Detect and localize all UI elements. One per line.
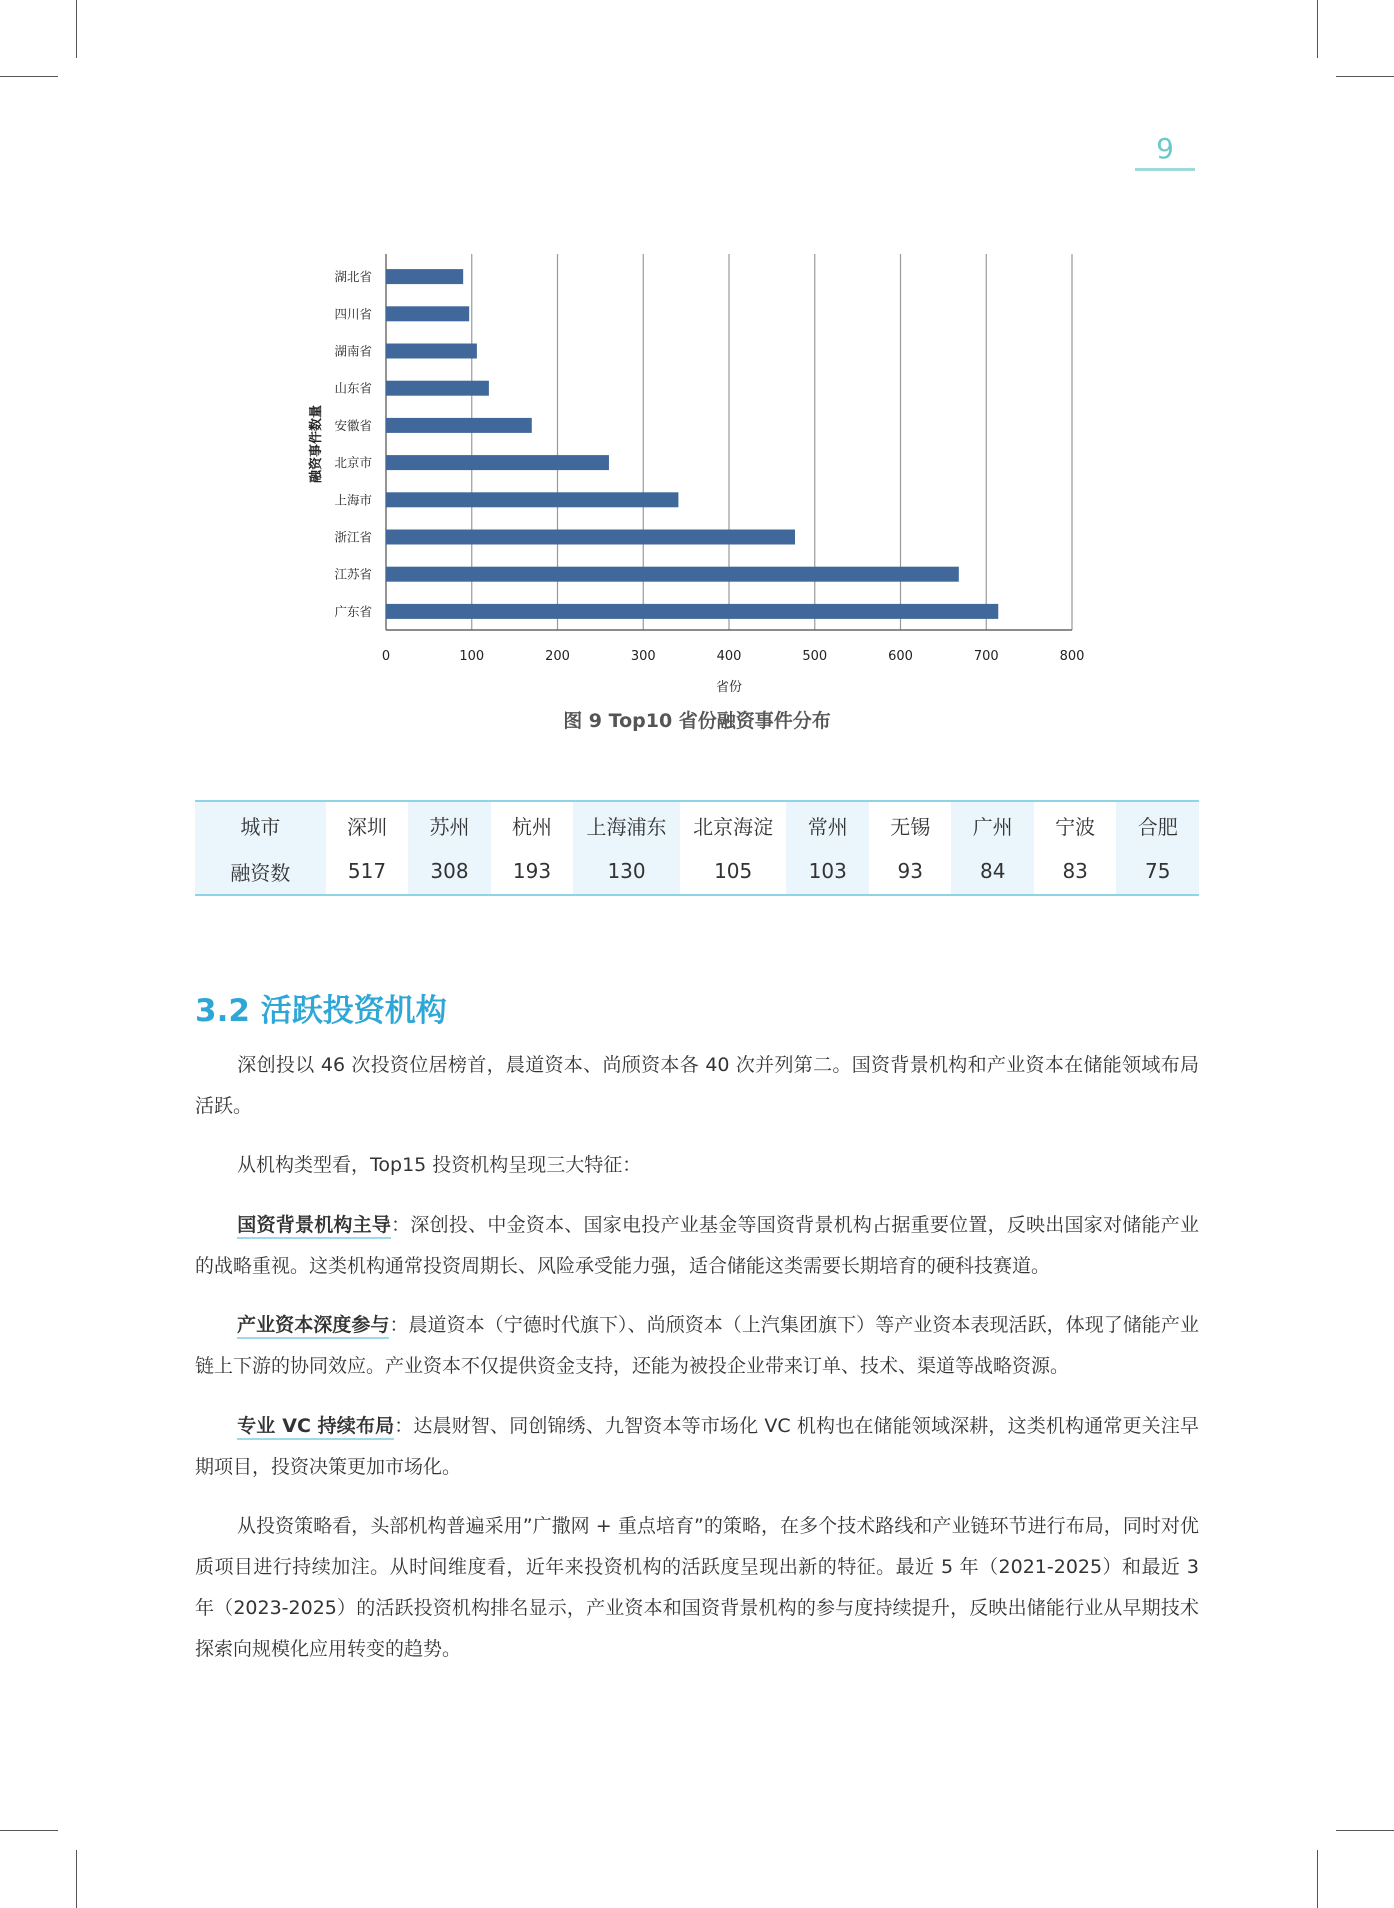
table-cell-value: 105 xyxy=(680,848,787,895)
y-tick-label: 江苏省 xyxy=(334,566,372,582)
paragraph-text: ：晨道资本（宁德时代旗下）、尚颀资本（上汽集团旗下）等产业资本表现活跃，体现了储能产业链上下游的协同效应。产业资本不仅提供资金支持，还能为被投企业带来订单、技术、渠道等战略资源。 xyxy=(195,1314,1199,1377)
table-cell-value: 75 xyxy=(1116,848,1199,895)
x-tick-label: 500 xyxy=(802,649,828,664)
section-title: 3.2 活跃投资机构 xyxy=(195,993,447,1029)
table-row xyxy=(195,801,1199,848)
y-tick-label: 山东省 xyxy=(334,380,372,396)
bar xyxy=(386,418,532,433)
bar xyxy=(386,455,609,470)
crop-mark xyxy=(1336,76,1394,77)
x-tick-label: 800 xyxy=(1059,649,1085,664)
table-cell-value: 308 xyxy=(408,848,490,895)
figure-caption: 图 9 Top10 省份融资事件分布 xyxy=(563,710,831,732)
x-tick-label: 300 xyxy=(630,649,656,664)
x-tick-label: 600 xyxy=(888,649,913,664)
table-cell-city: 深圳 xyxy=(326,801,408,848)
table-cell-value: 130 xyxy=(573,848,680,895)
table-cell-city: 广州 xyxy=(951,801,1033,848)
paragraph-keyword: 专业 VC 持续布局 xyxy=(237,1415,394,1440)
y-tick-label: 四川省 xyxy=(334,306,372,322)
paragraph xyxy=(195,1045,1199,1127)
table-cell-city: 宁波 xyxy=(1034,801,1116,848)
bar xyxy=(386,492,678,507)
crop-mark xyxy=(1317,1850,1318,1908)
table-cell-value: 83 xyxy=(1034,848,1116,895)
bar xyxy=(386,269,463,284)
crop-mark xyxy=(76,0,77,58)
city-financing-table xyxy=(195,800,1199,896)
bar xyxy=(386,530,795,545)
x-tick-label: 200 xyxy=(545,649,570,664)
province-bar-chart xyxy=(300,240,1100,710)
bar xyxy=(386,381,489,396)
paragraph-text: ：达晨财智、同创锦绣、九智资本等市场化 VC 机构也在储能领域深耕，这类机构通常更关注早期项目，投资决策更加市场化。 xyxy=(195,1415,1199,1478)
y-tick-label: 上海市 xyxy=(334,492,372,508)
table-cell-city: 合肥 xyxy=(1116,801,1199,848)
table-cell-city: 苏州 xyxy=(408,801,490,848)
table-cell-value: 103 xyxy=(786,848,868,895)
paragraph-keyword: 国资背景机构主导 xyxy=(237,1214,391,1239)
table-cell-city: 上海浦东 xyxy=(573,801,680,848)
table-header-cell: 融资数 xyxy=(195,848,326,895)
paragraph xyxy=(195,1145,1199,1186)
y-tick-label: 湖北省 xyxy=(334,269,372,285)
crop-mark xyxy=(76,1850,77,1908)
table-cell-city: 无锡 xyxy=(869,801,951,848)
table-cell-value: 93 xyxy=(869,848,951,895)
page-number-underline xyxy=(1135,168,1195,171)
x-tick-label: 100 xyxy=(459,649,485,664)
paragraph-text: 从投资策略看，头部机构普遍采用”广撒网 + 重点培育”的策略，在多个技术路线和产业链环节进行布局，同时对优质项目进行持续加注。从时间维度看，近年来投资机构的活跃度呈现出新的特征。最近 5 年（2021-2025）和最近 3 年（2023-2025）的活跃投资机构排名显示，产业资本和国资背景机构的参与度持续提升，反映出储能行业从早期技术探索向规模化应用转变的趋势。 xyxy=(195,1515,1199,1660)
x-tick-label: 0 xyxy=(381,649,391,664)
table-cell-city: 北京海淀 xyxy=(680,801,787,848)
bar xyxy=(386,344,477,359)
paragraph-keyword: 产业资本深度参与 xyxy=(237,1314,389,1339)
paragraph xyxy=(195,1305,1199,1387)
bar xyxy=(386,306,469,321)
crop-mark xyxy=(1336,1830,1394,1831)
paragraph xyxy=(195,1406,1199,1488)
x-axis-title: 省份 xyxy=(715,680,743,695)
bar xyxy=(386,604,998,619)
crop-mark xyxy=(1317,0,1318,58)
y-tick-label: 广东省 xyxy=(334,603,372,619)
y-tick-label: 浙江省 xyxy=(334,529,372,545)
crop-mark xyxy=(0,76,58,77)
x-tick-label: 700 xyxy=(973,649,999,664)
x-tick-label: 400 xyxy=(716,649,742,664)
table-cell-value: 517 xyxy=(326,848,408,895)
paragraph-text: 深创投以 46 次投资位居榜首，晨道资本、尚颀资本各 40 次并列第二。国资背景机构和产业资本在储能领域布局活跃。 xyxy=(195,1054,1199,1117)
bar xyxy=(386,567,959,582)
paragraph-text: ：深创投、中金资本、国家电投产业基金等国资背景机构占据重要位置，反映出国家对储能产业的战略重视。这类机构通常投资周期长、风险承受能力强，适合储能这类需要长期培育的硬科技赛道。 xyxy=(195,1214,1199,1277)
y-tick-label: 北京市 xyxy=(334,455,372,471)
table-cell-value: 193 xyxy=(491,848,573,895)
paragraph xyxy=(195,1506,1199,1670)
y-tick-label: 安徽省 xyxy=(334,417,372,433)
table-cell-city: 杭州 xyxy=(491,801,573,848)
table-header-cell: 城市 xyxy=(195,801,326,848)
paragraph-text: 从机构类型看，Top15 投资机构呈现三大特征： xyxy=(237,1154,642,1176)
table-row xyxy=(195,848,1199,895)
table-cell-value: 84 xyxy=(951,848,1033,895)
crop-mark xyxy=(0,1830,58,1831)
paragraph xyxy=(195,1205,1199,1287)
y-tick-label: 湖南省 xyxy=(334,343,372,359)
table-cell-city: 常州 xyxy=(786,801,868,848)
page-number: 9 xyxy=(1156,132,1174,165)
y-axis-title: 融资事件数量 xyxy=(309,404,324,484)
